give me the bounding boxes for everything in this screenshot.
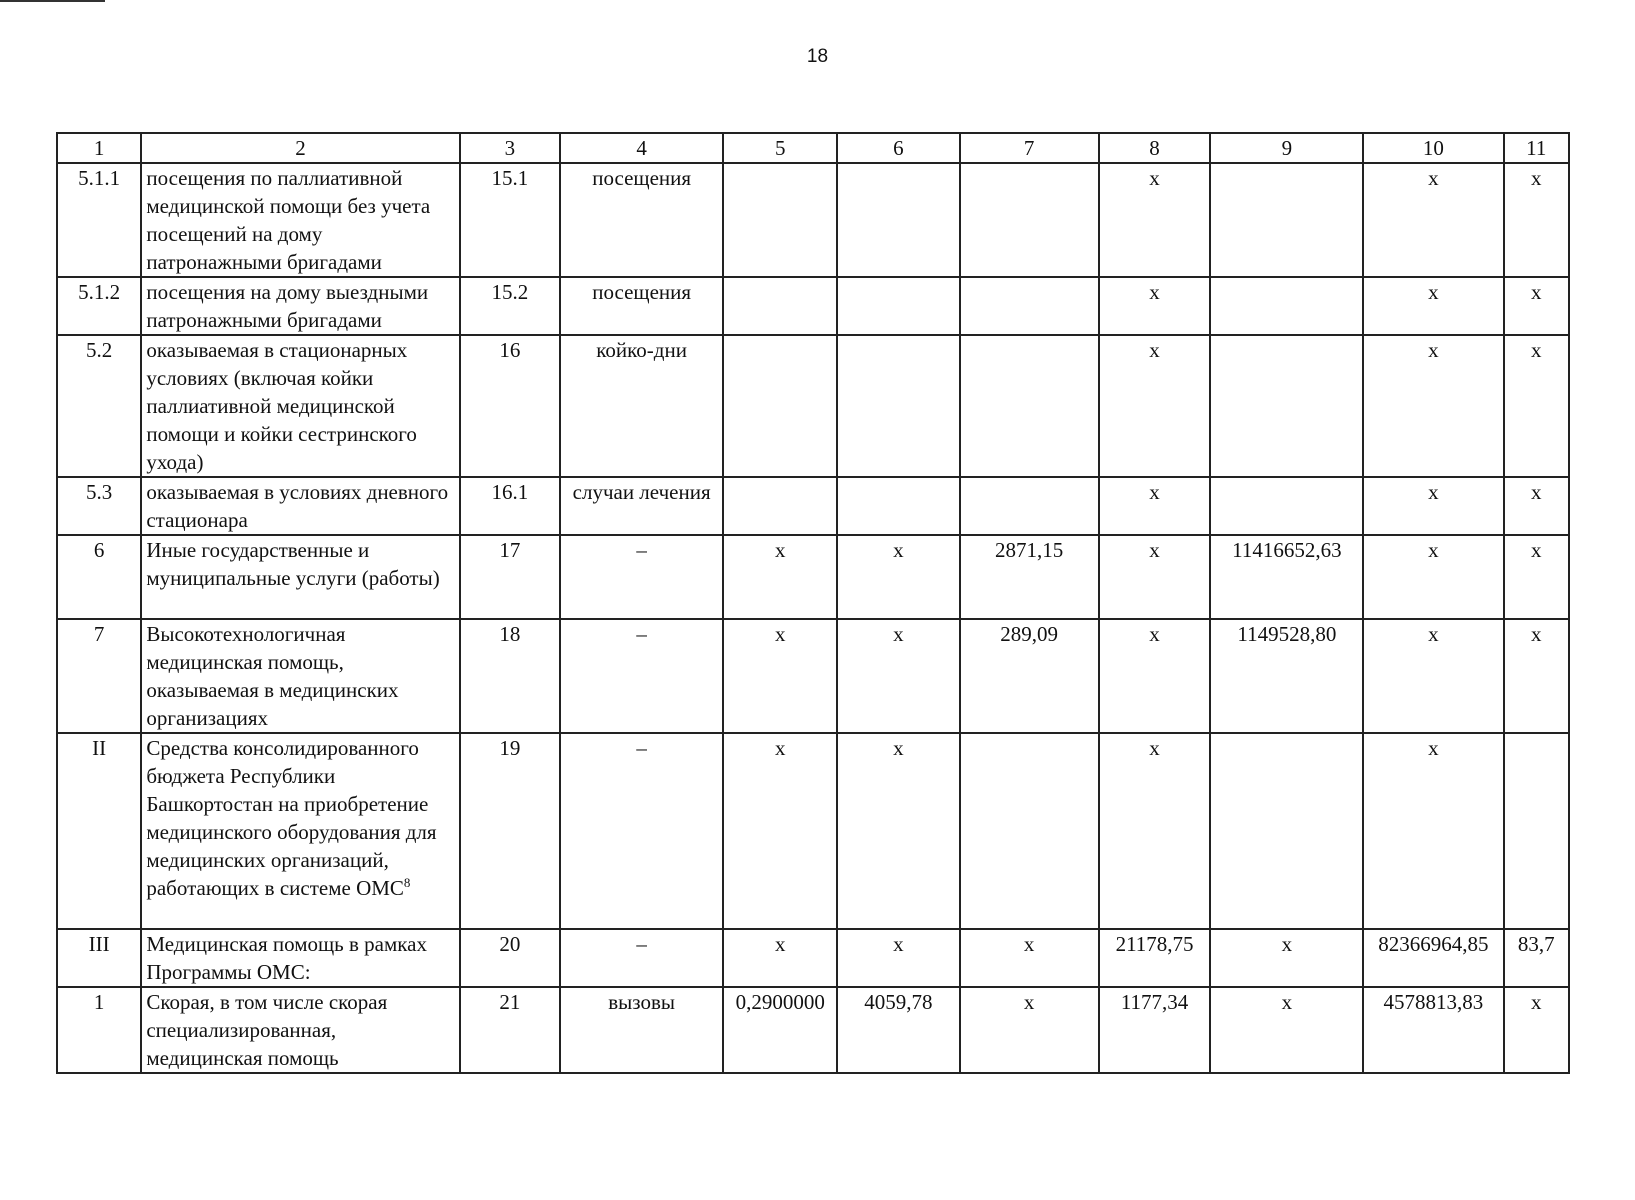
cell-col10: 4578813,83 [1363,987,1503,1073]
row-name: оказываемая в стационарных условиях (включая койки паллиативной медицинской помощи и койки сестринского ухода) [141,335,459,477]
row-unit: посещения [560,163,723,277]
row-unit: – [560,733,723,929]
cell-col11: х [1504,477,1569,535]
row-number: III [57,929,141,987]
cell-col7: 289,09 [960,619,1099,733]
row-name: посещения на дому выездными патронажными бригадами [141,277,459,335]
cell-col5 [723,277,837,335]
cell-col5: х [723,733,837,929]
cell-col7: 2871,15 [960,535,1099,619]
row-code: 21 [460,987,560,1073]
cell-col7 [960,335,1099,477]
cell-col9 [1210,335,1363,477]
column-header: 6 [837,133,959,163]
cell-col10: х [1363,535,1503,619]
cell-col6: х [837,733,959,929]
data-table [56,132,1570,1074]
row-unit: койко-дни [560,335,723,477]
cell-col11: х [1504,987,1569,1073]
column-header: 8 [1099,133,1211,163]
cell-col8: х [1099,277,1211,335]
table-row [57,535,1569,619]
row-name: Высокотехнологичная медицинская помощь, оказываемая в медицинских организациях [141,619,459,733]
column-header: 2 [141,133,459,163]
cell-col7: х [960,987,1099,1073]
cell-col11: х [1504,535,1569,619]
cell-col7 [960,277,1099,335]
cell-col8: х [1099,335,1211,477]
cell-col6: х [837,619,959,733]
row-number: 5.1.2 [57,277,141,335]
table-header-row [57,133,1569,163]
corner-scan-line [0,0,105,2]
cell-col8: х [1099,733,1211,929]
cell-col9: 11416652,63 [1210,535,1363,619]
row-code: 15.1 [460,163,560,277]
cell-col7: х [960,929,1099,987]
cell-col8: х [1099,535,1211,619]
cell-col11: 83,7 [1504,929,1569,987]
row-number: 7 [57,619,141,733]
column-header: 10 [1363,133,1503,163]
row-unit: случаи лечения [560,477,723,535]
column-header: 3 [460,133,560,163]
cell-col7 [960,733,1099,929]
row-number: 1 [57,987,141,1073]
cell-col8: х [1099,619,1211,733]
cell-col9 [1210,477,1363,535]
cell-col6 [837,163,959,277]
cell-col10: х [1363,733,1503,929]
row-unit: – [560,535,723,619]
cell-col5 [723,477,837,535]
row-unit: – [560,929,723,987]
row-code: 17 [460,535,560,619]
cell-col10: х [1363,277,1503,335]
cell-col6 [837,277,959,335]
column-header: 11 [1504,133,1569,163]
cell-col9 [1210,163,1363,277]
cell-col8: х [1099,163,1211,277]
row-code: 18 [460,619,560,733]
cell-col9 [1210,277,1363,335]
row-name: Медицинская помощь в рамках Программы ОМС: [141,929,459,987]
row-number: 5.2 [57,335,141,477]
row-name: Скорая, в том числе скорая специализированная, медицинская помощь [141,987,459,1073]
cell-col9: х [1210,987,1363,1073]
row-number: 6 [57,535,141,619]
table-row [57,733,1569,929]
table-row [57,619,1569,733]
column-header: 4 [560,133,723,163]
row-code: 20 [460,929,560,987]
row-name: оказываемая в условиях дневного стационара [141,477,459,535]
row-code: 19 [460,733,560,929]
cell-col5: х [723,619,837,733]
row-number: 5.3 [57,477,141,535]
cell-col6 [837,477,959,535]
row-number: 5.1.1 [57,163,141,277]
cell-col10: 82366964,85 [1363,929,1503,987]
cell-col5: х [723,929,837,987]
cell-col11: х [1504,335,1569,477]
table-row [57,335,1569,477]
cell-col10: х [1363,163,1503,277]
cell-col5: х [723,535,837,619]
cell-col7 [960,477,1099,535]
row-name: посещения по паллиативной медицинской помощи без учета посещений на дому патронажными бригадами [141,163,459,277]
cell-col6: х [837,535,959,619]
cell-col9 [1210,733,1363,929]
cell-col10: х [1363,477,1503,535]
table-row [57,277,1569,335]
cell-col8: 1177,34 [1099,987,1211,1073]
table-row [57,987,1569,1073]
row-unit: вызовы [560,987,723,1073]
column-header: 9 [1210,133,1363,163]
row-code: 16.1 [460,477,560,535]
row-number: II [57,733,141,929]
cell-col11: х [1504,163,1569,277]
cell-col6 [837,335,959,477]
cell-col5 [723,163,837,277]
row-name: Иные государственные и муниципальные услуги (работы) [141,535,459,619]
cell-col11 [1504,733,1569,929]
cell-col8: х [1099,477,1211,535]
row-unit: посещения [560,277,723,335]
row-code: 16 [460,335,560,477]
cell-col9: 1149528,80 [1210,619,1363,733]
cell-col10: х [1363,619,1503,733]
cell-col9: х [1210,929,1363,987]
row-code: 15.2 [460,277,560,335]
cell-col11: х [1504,277,1569,335]
row-name: Средства консолидированного бюджета Республики Башкортостан на приобретение медицинского оборудования для медицинских организаций, работающих в системе ОМС [146,736,437,900]
cell-col11: х [1504,619,1569,733]
column-header: 1 [57,133,141,163]
cell-col6: 4059,78 [837,987,959,1073]
page-number: 18 [806,46,829,67]
row-name-cell [141,733,459,929]
cell-col6: х [837,929,959,987]
column-header: 7 [960,133,1099,163]
row-unit: – [560,619,723,733]
table-row [57,929,1569,987]
table-row [57,163,1569,277]
cell-col10: х [1363,335,1503,477]
cell-col8: 21178,75 [1099,929,1211,987]
cell-col7 [960,163,1099,277]
cell-col5: 0,2900000 [723,987,837,1073]
table-row [57,477,1569,535]
footnote-marker: 8 [403,875,411,890]
column-header: 5 [723,133,837,163]
cell-col5 [723,335,837,477]
